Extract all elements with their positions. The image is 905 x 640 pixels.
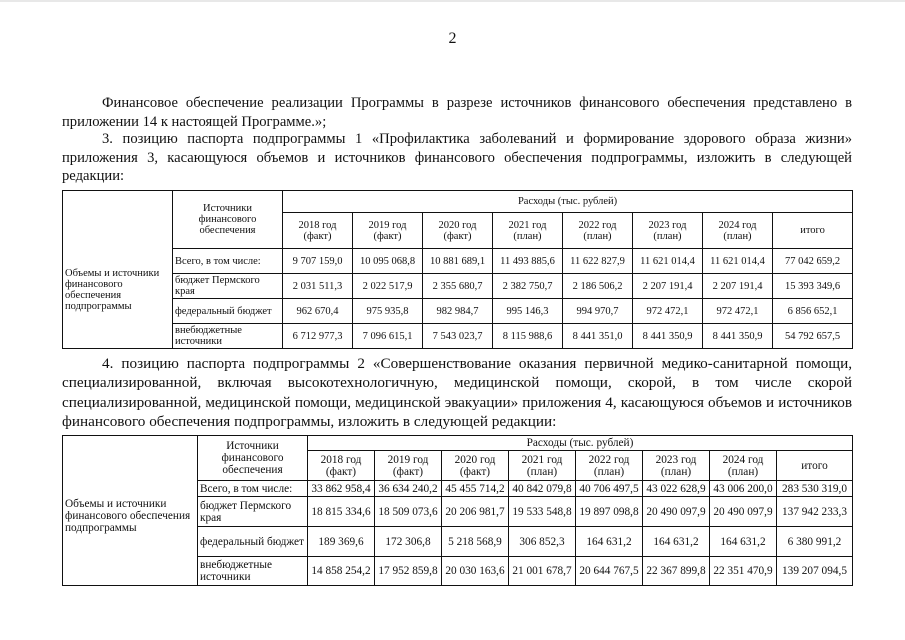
- value-cell: 43 022 628,9: [643, 481, 710, 497]
- paragraph-subprogram-2: 4. позицию паспорта подпрограммы 2 «Совершенствование оказания первичной медико-санитарной помощи, специализированной, включая высокотехнологичную, медицинской помощи, скорой, в том числе скорой специализированной, медицинской помощи, медицинской эвакуации» приложения 4, касающуюся объемов и источников финансового обеспечения подпрограммы, изложить в следующей редакции:: [62, 355, 852, 430]
- total-cell: 283 530 319,0: [777, 481, 853, 497]
- value-cell: 2 031 511,3: [283, 274, 353, 299]
- value-cell: 6 712 977,3: [283, 324, 353, 349]
- value-cell: 982 984,7: [423, 299, 493, 324]
- total-cell: 77 042 659,2: [773, 249, 853, 274]
- value-cell: 7 096 615,1: [353, 324, 423, 349]
- source-label: федеральный бюджет: [198, 527, 308, 557]
- year-header: 2018 год (факт): [308, 451, 375, 481]
- year-header: 2024 год (план): [703, 213, 773, 249]
- value-cell: 8 441 350,9: [703, 324, 773, 349]
- subprogram-2-financing-table: [62, 435, 853, 586]
- value-cell: 45 455 714,2: [442, 481, 509, 497]
- total-cell: 15 393 349,6: [773, 274, 853, 299]
- value-cell: 164 631,2: [710, 527, 777, 557]
- value-cell: 164 631,2: [643, 527, 710, 557]
- table-row: [63, 274, 853, 299]
- value-cell: 20 030 163,6: [442, 557, 509, 586]
- subprogram-1-financing-table: [62, 190, 853, 349]
- value-cell: 10 881 689,1: [423, 249, 493, 274]
- value-cell: 20 644 767,5: [576, 557, 643, 586]
- total-cell: 139 207 094,5: [777, 557, 853, 586]
- total-header: итого: [777, 451, 853, 481]
- source-label: внебюджетные источники: [173, 324, 283, 349]
- value-cell: 17 952 859,8: [375, 557, 442, 586]
- total-cell: 137 942 233,3: [777, 497, 853, 527]
- value-cell: 2 355 680,7: [423, 274, 493, 299]
- year-header: 2023 год (план): [633, 213, 703, 249]
- value-cell: 306 852,3: [509, 527, 576, 557]
- source-label: внебюджетные источники: [198, 557, 308, 586]
- year-header: 2024 год (план): [710, 451, 777, 481]
- value-cell: 14 858 254,2: [308, 557, 375, 586]
- paragraph-financing-reference: Финансовое обеспечение реализации Программы в разрезе источников финансового обеспечения представлено в приложении 14 к настоящей Программе.»;: [62, 95, 852, 130]
- value-cell: 43 006 200,0: [710, 481, 777, 497]
- year-header: 2019 год (факт): [375, 451, 442, 481]
- value-cell: 20 206 981,7: [442, 497, 509, 527]
- value-cell: 975 935,8: [353, 299, 423, 324]
- page-number: 2: [448, 30, 457, 47]
- total-cell: 6 380 991,2: [777, 527, 853, 557]
- value-cell: 11 621 014,4: [633, 249, 703, 274]
- sources-header: Источники финансового обеспечения: [173, 191, 283, 249]
- value-cell: 33 862 958,4: [308, 481, 375, 497]
- source-label: федеральный бюджет: [173, 299, 283, 324]
- total-cell: 6 856 652,1: [773, 299, 853, 324]
- value-cell: 2 207 191,4: [703, 274, 773, 299]
- value-cell: 8 441 351,0: [563, 324, 633, 349]
- value-cell: 972 472,1: [633, 299, 703, 324]
- value-cell: 2 207 191,4: [633, 274, 703, 299]
- value-cell: 995 146,3: [493, 299, 563, 324]
- value-cell: 11 622 827,9: [563, 249, 633, 274]
- value-cell: 19 897 098,8: [576, 497, 643, 527]
- value-cell: 172 306,8: [375, 527, 442, 557]
- value-cell: 7 543 023,7: [423, 324, 493, 349]
- value-cell: 18 815 334,6: [308, 497, 375, 527]
- value-cell: 10 095 068,8: [353, 249, 423, 274]
- objects-label-cell: Объемы и источники финансового обеспечения подпрограммы: [63, 436, 198, 586]
- value-cell: 2 382 750,7: [493, 274, 563, 299]
- year-header: 2018 год (факт): [283, 213, 353, 249]
- value-cell: 2 186 506,2: [563, 274, 633, 299]
- value-cell: 8 441 350,9: [633, 324, 703, 349]
- value-cell: 189 369,6: [308, 527, 375, 557]
- expenses-header: Расходы (тыс. рублей): [308, 436, 853, 451]
- value-cell: 972 472,1: [703, 299, 773, 324]
- value-cell: 9 707 159,0: [283, 249, 353, 274]
- value-cell: 22 351 470,9: [710, 557, 777, 586]
- value-cell: 36 634 240,2: [375, 481, 442, 497]
- value-cell: 8 115 988,6: [493, 324, 563, 349]
- year-header: 2022 год (план): [576, 451, 643, 481]
- value-cell: 2 022 517,9: [353, 274, 423, 299]
- source-label: бюджет Пермского края: [198, 497, 308, 527]
- value-cell: 22 367 899,8: [643, 557, 710, 586]
- year-header: 2019 год (факт): [353, 213, 423, 249]
- value-cell: 19 533 548,8: [509, 497, 576, 527]
- source-label: бюджет Пермского края: [173, 274, 283, 299]
- expenses-header: Расходы (тыс. рублей): [283, 191, 853, 213]
- year-header: 2023 год (план): [643, 451, 710, 481]
- total-cell: 54 792 657,5: [773, 324, 853, 349]
- value-cell: 40 706 497,5: [576, 481, 643, 497]
- value-cell: 5 218 568,9: [442, 527, 509, 557]
- value-cell: 11 621 014,4: [703, 249, 773, 274]
- year-header: 2020 год (факт): [423, 213, 493, 249]
- table-row: [63, 299, 853, 324]
- paragraph-subprogram-1: 3. позицию паспорта подпрограммы 1 «Профилактика заболеваний и формирование здорового образа жизни» приложения 3, касающуюся объемов и источников финансового обеспечения подпрограммы, изложить в следующей редакции:: [62, 131, 852, 185]
- scan-top-edge: [0, 0, 905, 2]
- value-cell: 994 970,7: [563, 299, 633, 324]
- table-row: [63, 249, 853, 274]
- total-header: итого: [773, 213, 853, 249]
- value-cell: 18 509 073,6: [375, 497, 442, 527]
- value-cell: 11 493 885,6: [493, 249, 563, 274]
- value-cell: 20 490 097,9: [710, 497, 777, 527]
- value-cell: 962 670,4: [283, 299, 353, 324]
- year-header: 2021 год (план): [493, 213, 563, 249]
- table-row: [63, 324, 853, 349]
- year-header: 2022 год (план): [563, 213, 633, 249]
- objects-label-cell: Объемы и источники финансового обеспечения подпрограммы: [63, 191, 173, 349]
- value-cell: 20 490 097,9: [643, 497, 710, 527]
- year-header: 2020 год (факт): [442, 451, 509, 481]
- source-label: Всего, в том числе:: [173, 249, 283, 274]
- value-cell: 164 631,2: [576, 527, 643, 557]
- year-header: 2021 год (план): [509, 451, 576, 481]
- sources-header: Источники финансового обеспечения: [198, 436, 308, 481]
- value-cell: 40 842 079,8: [509, 481, 576, 497]
- value-cell: 21 001 678,7: [509, 557, 576, 586]
- source-label: Всего, в том числе:: [198, 481, 308, 497]
